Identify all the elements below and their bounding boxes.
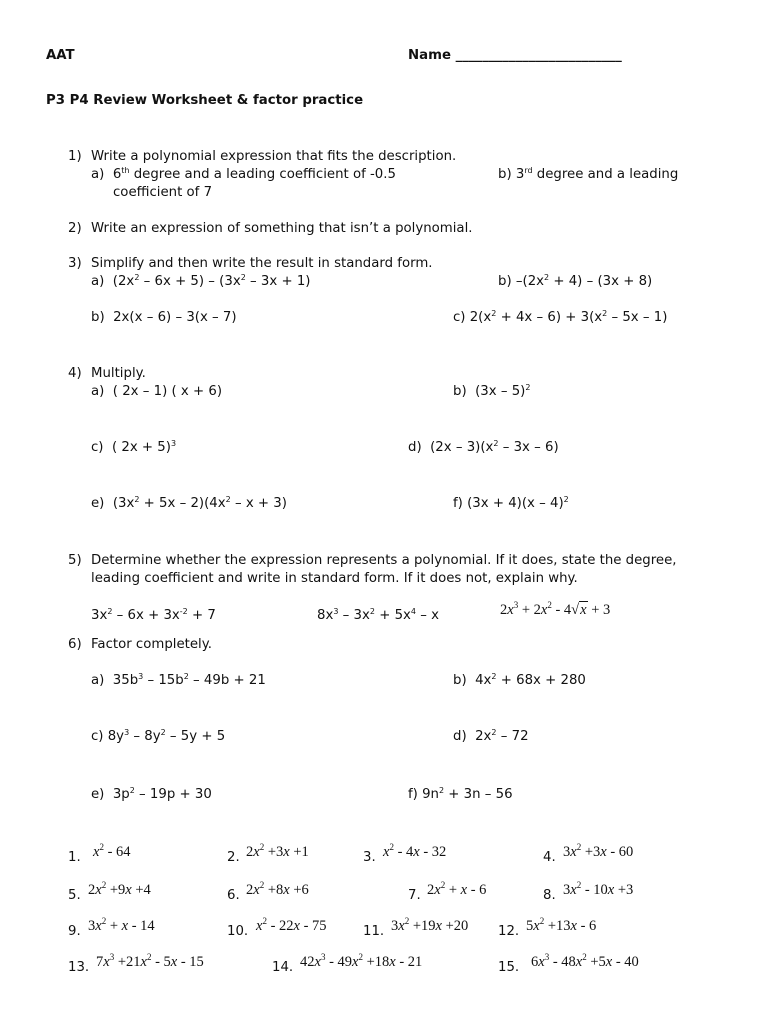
ans-num-6: 6. — [227, 888, 240, 903]
q3-number: 3) — [68, 256, 82, 271]
q6-part-e: e) $3p^2 - 19p + 30$ — [91, 786, 212, 802]
q5-expr-2: $8x^3 - 3x^2 + 5x^4 - x$ — [317, 607, 439, 623]
ans-expr-3: $x^2 - 4x - 32$ — [383, 842, 447, 860]
ans-expr-9: $3x^2 + x - 14$ — [88, 916, 155, 934]
q3-text: Simplify and then write the result in standard form. — [91, 256, 433, 271]
ans-num-1: 1. — [68, 850, 81, 865]
ans-expr-5: $2x^2 +9x +4$ — [88, 880, 151, 898]
ans-num-5: 5. — [68, 888, 81, 903]
ans-expr-10: $x^2 - 22x - 75$ — [256, 916, 327, 934]
q1-part-a-cont: coefficient of 7 — [113, 185, 213, 200]
ans-num-13: 13. — [68, 960, 90, 975]
q5-expr-1: $3x^2 - 6x + 3x^{-2} + 7$ — [91, 607, 216, 623]
q3-part-a: a) $(2x^2 - 6x + 5) - (3x^2 - 3x + 1)$ — [91, 273, 311, 289]
ans-num-10: 10. — [227, 924, 249, 939]
q4-number: 4) — [68, 366, 82, 381]
q4-part-d: d) $(2x - 3)(x^2 - 3x - 6)$ — [408, 439, 559, 455]
ans-num-7: 7. — [408, 888, 421, 903]
q1-number: 1) — [68, 149, 82, 164]
ans-num-3: 3. — [363, 850, 376, 865]
page-title: P3 P4 Review Worksheet & factor practice — [46, 93, 364, 108]
q5-expr-3: $2x^3 + 2x^2 - 4√x + 3$ — [500, 600, 611, 618]
q4-text: Multiply. — [91, 366, 146, 381]
ans-num-4: 4. — [543, 850, 556, 865]
q1-text: Write a polynomial expression that fits the description. — [91, 149, 457, 164]
q6-part-d: d) $2x^2 - 72$ — [453, 728, 529, 744]
q5-number: 5) — [68, 553, 82, 568]
q2-number: 2) — [68, 221, 82, 236]
q3-part-d: c) $2(x^2 + 4x - 6) + 3(x^2 - 5x - 1)$ — [453, 309, 668, 325]
q4-part-a: a) ( 2x – 1) ( x + 6) — [91, 384, 223, 399]
q1-part-a: a) 6th degree and a leading coefficient of -0.5 — [91, 166, 396, 182]
ans-num-8: 8. — [543, 888, 556, 903]
q6-part-a: a) $35b^3 - 15b^2 - 49b + 21$ — [91, 672, 266, 688]
q2-text: Write an expression of something that isn’t a polynomial. — [91, 221, 473, 236]
ans-expr-8: $3x^2 - 10x +3$ — [563, 880, 634, 898]
ans-expr-11: $3x^2 +19x +20$ — [391, 916, 469, 934]
q6-part-c: c) $8y^3 - 8y^2 - 5y + 5$ — [91, 728, 226, 744]
ans-num-9: 9. — [68, 924, 81, 939]
ans-num-12: 12. — [498, 924, 520, 939]
q3-part-c: b) 2x(x – 6) – 3(x – 7) — [91, 310, 237, 325]
q4-part-b: b) (3x – 5)$^2$ — [453, 383, 531, 399]
q5-text-2: leading coefficient and write in standard form. If it does not, explain why. — [91, 571, 578, 586]
ans-expr-15: $6x^3 - 48x^2 +5x - 40$ — [531, 952, 639, 970]
q6-part-f: f) $9n^2 + 3n - 56$ — [408, 786, 513, 802]
q4-part-e: e) $(3x^2 + 5x - 2)(4x^2 - x + 3)$ — [91, 495, 287, 511]
ans-expr-6: $2x^2 +8x +6$ — [246, 880, 309, 898]
q6-number: 6) — [68, 637, 82, 652]
q6-text: Factor completely. — [91, 637, 212, 652]
ans-num-14: 14. — [272, 960, 294, 975]
ans-expr-1: $x^2 - 64$ — [93, 842, 131, 860]
ans-expr-7: $2x^2 + x - 6$ — [427, 880, 487, 898]
ans-expr-4: $3x^2 +3x - 60$ — [563, 842, 634, 860]
name-field: Name _________________________ — [408, 48, 622, 63]
q4-part-f: f) (3x + 4)(x – 4)$^2$ — [453, 495, 569, 511]
ans-expr-14: $42x^3 - 49x^2 +18x - 21$ — [300, 952, 423, 970]
ans-num-2: 2. — [227, 850, 240, 865]
q5-text-1: Determine whether the expression represents a polynomial. If it does, state the degree, — [91, 553, 677, 568]
q1-part-b: b) 3rd degree and a leading — [498, 166, 679, 182]
q3-part-b: b) $-(2x^2 + 4) - (3x + 8)$ — [498, 273, 653, 289]
course-label: AAT — [46, 48, 75, 63]
ans-num-15: 15. — [498, 960, 520, 975]
ans-expr-12: $5x^2 +13x - 6$ — [526, 916, 597, 934]
q6-part-b: b) $4x^2 + 68x + 280$ — [453, 672, 586, 688]
ans-num-11: 11. — [363, 924, 385, 939]
ans-expr-2: $2x^2 +3x +1$ — [246, 842, 309, 860]
q4-part-c: c) ( 2x + 5)$^3$ — [91, 439, 177, 455]
ans-expr-13: $7x^3 +21x^2 - 5x - 15$ — [96, 952, 204, 970]
